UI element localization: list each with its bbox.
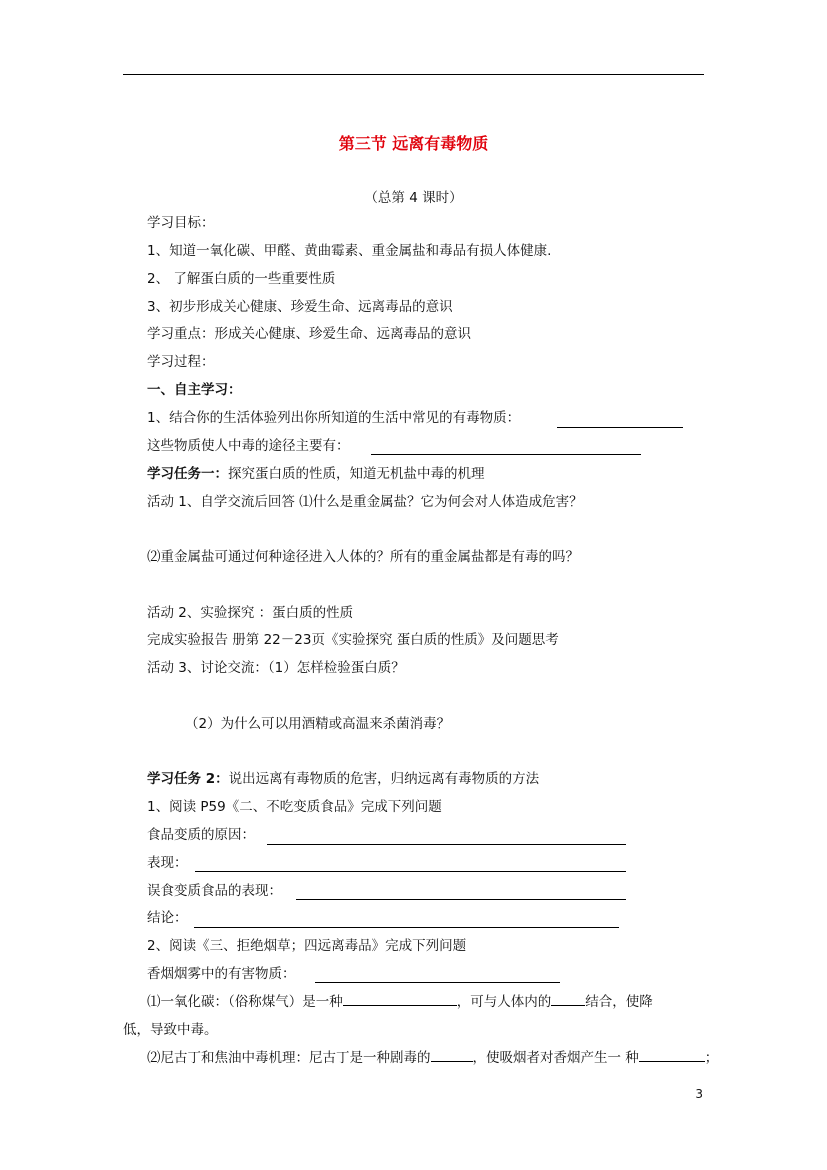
section-self-study: 一、自主学习： [147, 382, 242, 398]
answer-blank[interactable] [296, 899, 626, 900]
answer-blank[interactable] [431, 1047, 473, 1062]
goal-3: 3、初步形成关心健康、珍爱生命、远离毒品的意识 [147, 299, 453, 315]
activity-1: 活动 1、自学交流后回答 ⑴什么是重金属盐？它为何会对人体造成危害？ [147, 494, 583, 510]
answer-blank[interactable] [551, 991, 585, 1006]
activity-3-question-2: （2）为什么可以用酒精或高温来杀菌消毒？ [185, 716, 451, 732]
co-text-b: ，可与人体内的 [456, 994, 552, 1010]
answer-blank[interactable] [343, 991, 457, 1006]
co-text-c: 结合，使降 [585, 994, 653, 1010]
question-1: 1、结合你的生活体验列出你所知道的生活中常见的有毒物质： [147, 410, 521, 426]
page-number: 3 [695, 1087, 703, 1101]
question-1b: 这些物质使人中毒的途径主要有： [147, 438, 350, 454]
activity-2: 活动 2、实验探究 ：蛋白质的性质 [147, 605, 354, 621]
eat-spoiled-label: 误食变质食品的表现： [147, 883, 282, 899]
task-2 [147, 768, 539, 790]
task-1-label: 学习任务一： [147, 466, 228, 482]
header-rule [123, 74, 704, 75]
co-text-a: ⑴一氧化碳：（俗称煤气）是一种 [147, 994, 343, 1010]
answer-blank[interactable] [267, 844, 626, 845]
co-line-1 [147, 991, 653, 1013]
answer-blank[interactable] [315, 982, 560, 983]
reading-2: 2、阅读《三、拒绝烟草；四远离毒品》完成下列问题 [147, 938, 467, 954]
smoke-harm-label: 香烟烟雾中的有害物质： [147, 966, 296, 982]
key-point: 学习重点：形成关心健康、珍爱生命、远离毒品的意识 [147, 326, 471, 342]
activity-1-question-2: ⑵重金属盐可通过何种途径进入人体的？所有的重金属盐都是有毒的吗？ [147, 549, 579, 565]
task-1 [147, 463, 485, 485]
activity-2-desc: 完成实验报告 册第 22－23页《实验探究 蛋白质的性质》及问题思考 [147, 632, 559, 648]
nicotine-line [147, 1047, 718, 1069]
task-2-text: 说出远离有毒物质的危害，归纳远离有毒物质的方法 [228, 771, 540, 787]
task-1-text: 探究蛋白质的性质，知道无机盐中毒的机理 [228, 466, 485, 482]
task-2-label: 学习任务 2： [147, 771, 229, 787]
answer-blank[interactable] [194, 927, 619, 928]
activity-3: 活动 3、讨论交流：（1）怎样检验蛋白质？ [147, 660, 405, 676]
answer-blank[interactable] [639, 1047, 705, 1062]
symptom-label: 表现： [147, 855, 188, 871]
lesson-count: （总第 4 课时） [364, 190, 463, 206]
conclusion-label: 结论： [147, 910, 188, 926]
nicotine-text-a: ⑵尼古丁和焦油中毒机理：尼古丁是一种剧毒的 [147, 1050, 431, 1066]
answer-blank[interactable] [371, 454, 641, 455]
food-cause-label: 食品变质的原因： [147, 827, 255, 843]
goal-2: 2、 了解蛋白质的一些重要性质 [147, 271, 336, 287]
reading-1: 1、阅读 P59《二、不吃变质食品》完成下列问题 [147, 799, 442, 815]
answer-blank[interactable] [557, 427, 683, 428]
nicotine-text-b: ，使吸烟者对香烟产生一 种 [472, 1050, 639, 1066]
nicotine-text-c: ； [704, 1050, 719, 1066]
answer-blank[interactable] [195, 871, 626, 872]
page-title: 第三节 远离有毒物质 [338, 134, 489, 153]
co-line-2: 低，导致中毒。 [123, 1022, 218, 1038]
goals-heading: 学习目标： [147, 215, 215, 231]
process-heading: 学习过程： [147, 354, 215, 370]
goal-1: 1、知道一氧化碳、甲醛、黄曲霉素、重金属盐和毒品有损人体健康. [147, 243, 552, 259]
